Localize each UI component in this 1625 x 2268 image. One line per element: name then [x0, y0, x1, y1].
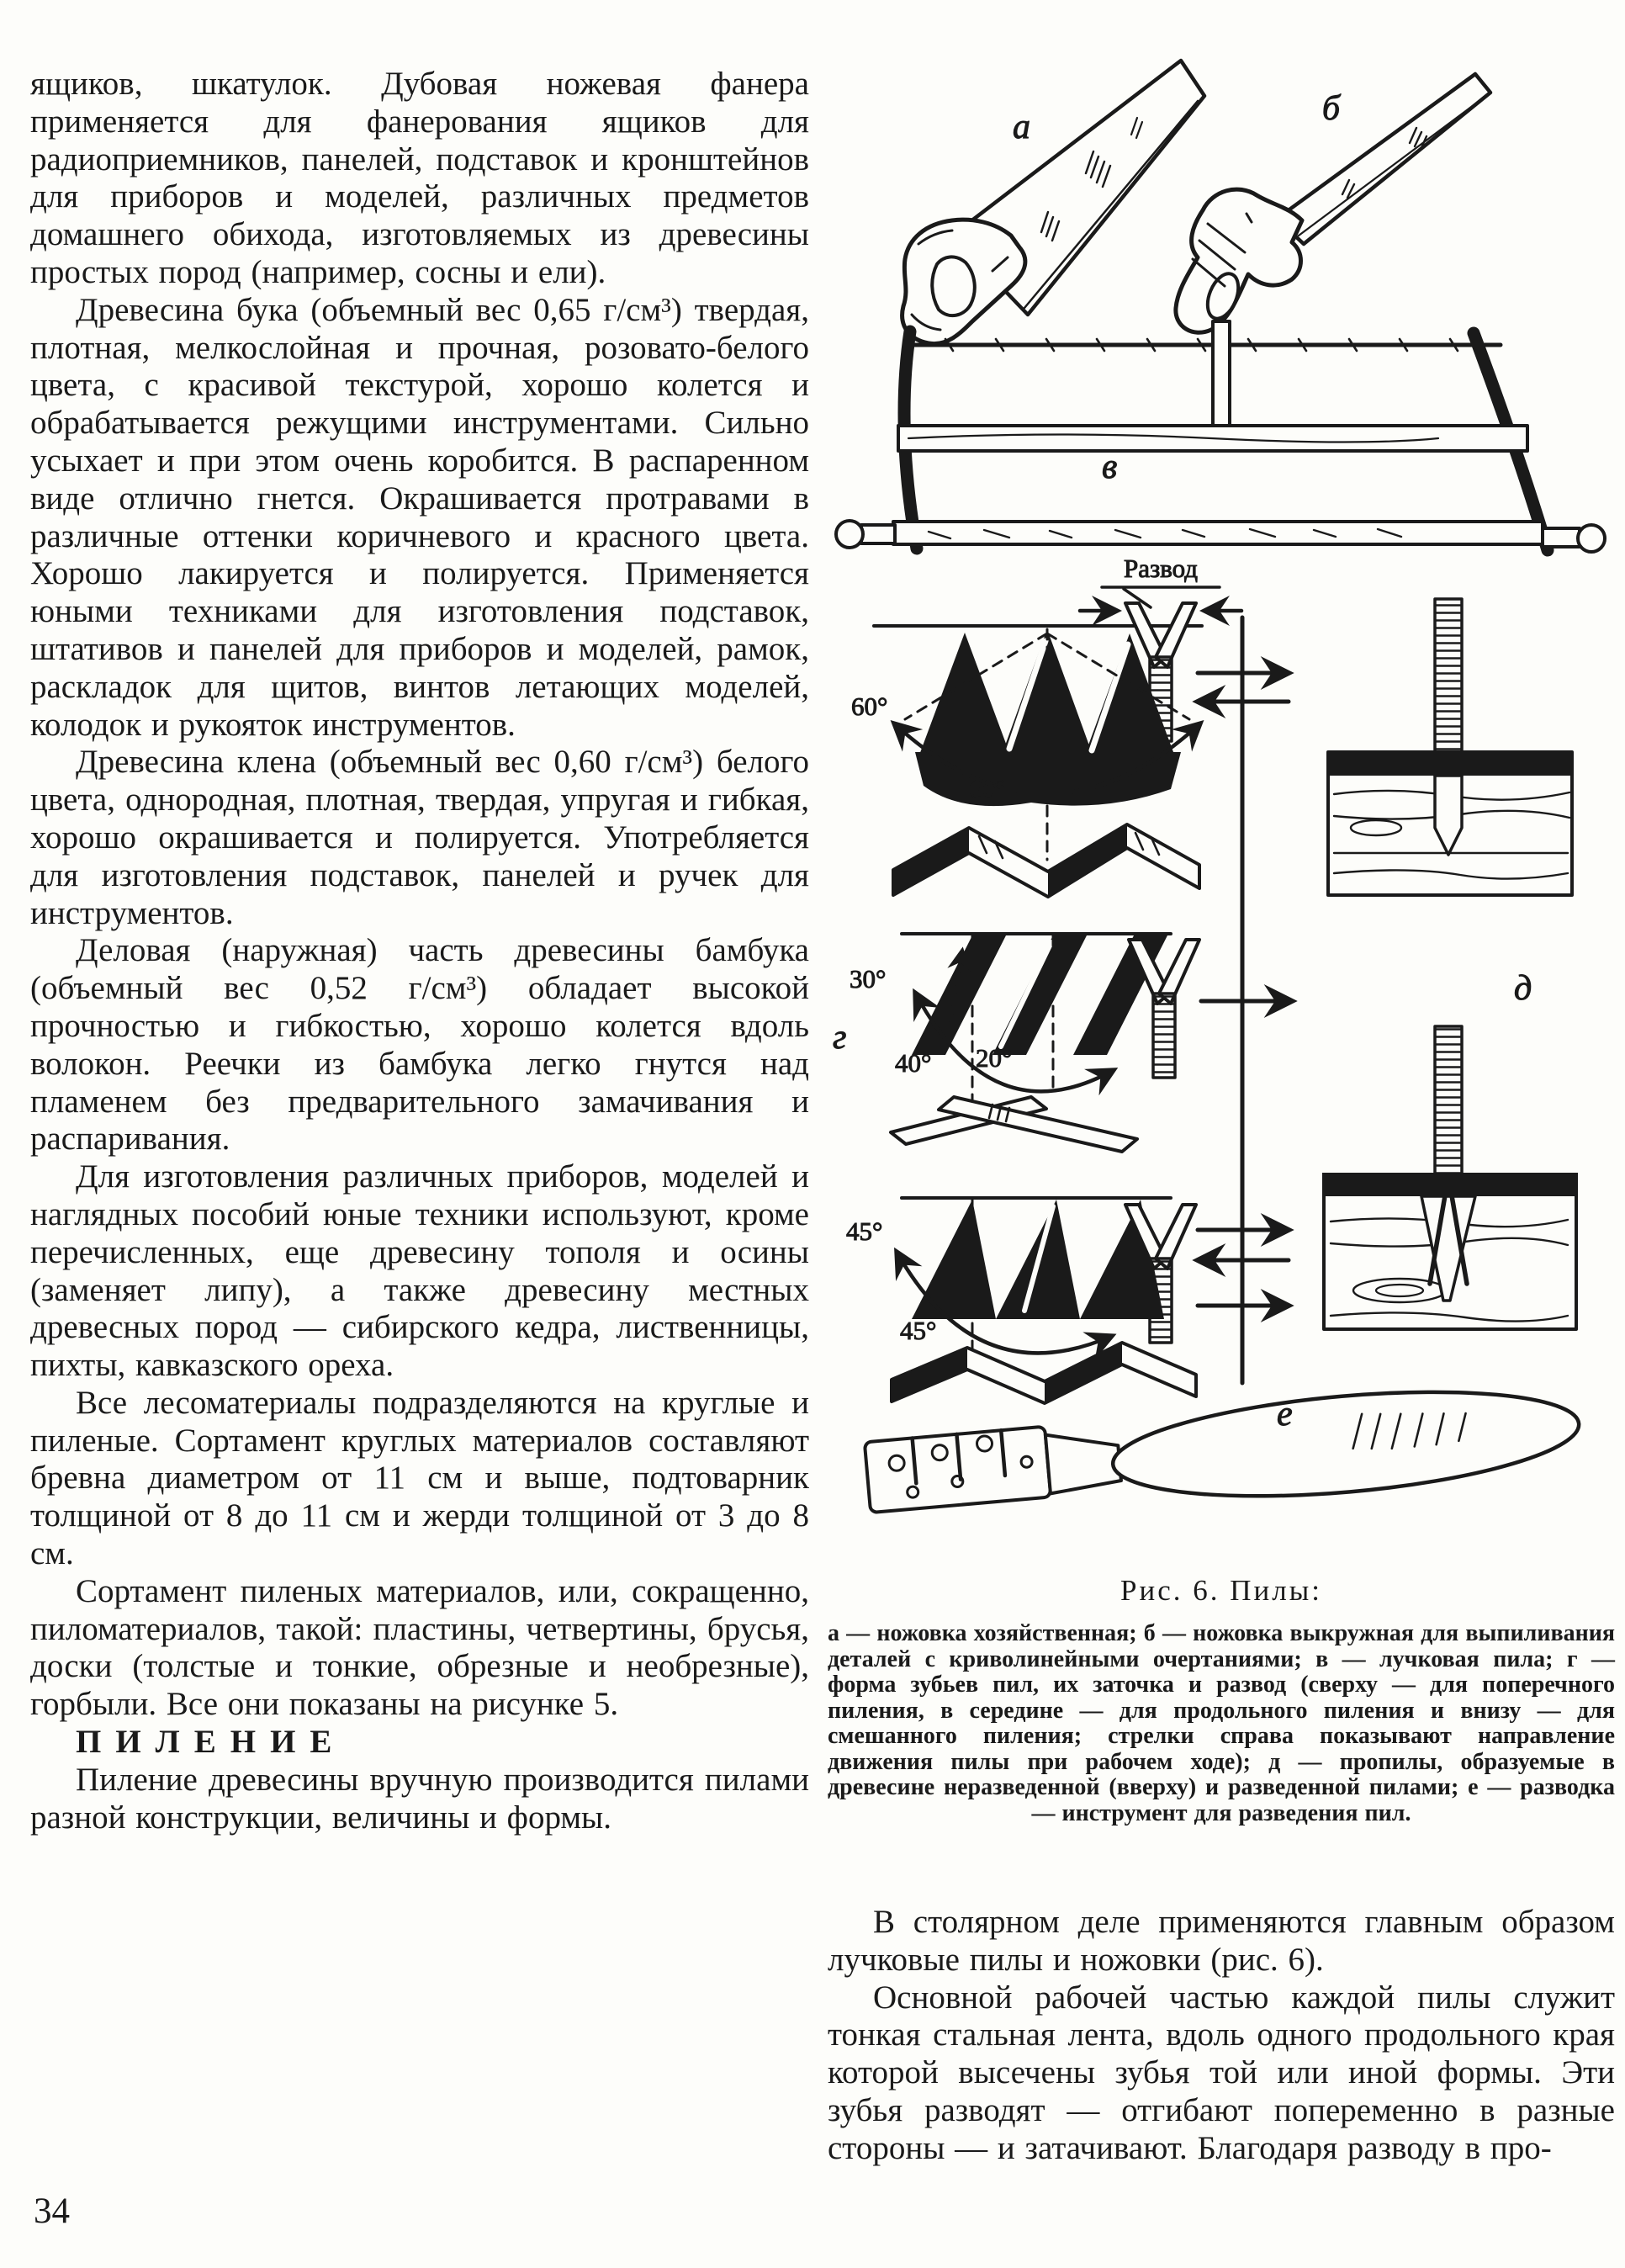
angle-20: 20°	[976, 1043, 1013, 1073]
angle-30: 30°	[850, 964, 887, 994]
figure-caption-title: Рис. 6. Пилы:	[1120, 1574, 1322, 1607]
angle-40: 40°	[895, 1048, 932, 1078]
figure-label-e: е	[1277, 1395, 1293, 1433]
set-teeth-end-view-mixed	[1125, 1205, 1289, 1343]
paragraph: Деловая (наружная) часть древесины бамбука (объемный вес 0,52 г/см³) обладает высокой прочностью и гибкостью, хорошо колется вдоль волокон. Реечки из бамбука легко гнутся над пламенем без предварительного замачивания и распаривания.	[30, 932, 809, 1158]
paragraph: В столярном деле применяются главным образом лучковые пилы и ножовки (рис. 6).	[828, 1904, 1615, 1978]
paragraph: Все лесоматериалы подразделяются на круглые и пиленые. Сортамент круглых материалов составляют бревна диаметром от 11 см и выше, подтоварник толщиной от 8 до 11 см и жерди толщиной от 3 до 8 см.	[30, 1384, 809, 1572]
bow-saw-v	[836, 321, 1605, 552]
handsaw-a	[902, 61, 1204, 344]
paragraph: ящиков, шкатулок. Дубовая ножевая фанера применяется для фанерования ящиков для радиоприемников, панелей, подставок и кронштейнов для приборов и моделей, различных предметов домашнего обихода, изготовляемых из древесины простых пород (например, сосны и ели).	[30, 66, 809, 290]
kerf-unset-saw-block	[1326, 599, 1574, 895]
right-text-column	[828, 1904, 1615, 2168]
paragraph: Древесина бука (объемный вес 0,65 г/см³) твердая, плотная, мелкослойная и прочная, розовато-белого цвета, с красивой текстурой, хорошо колется и обрабатывается режущими инструментами. Сильно усыхает и при этом очень коробится. В распаренном виде отлично гнется. Окрашивается протравами в различные оттенки коричневого и красного цвета. Хорошо лакируется и полируется. Применяется юными техниками для изготовления подставок, штативов и панелей для приборов и моделей, рамок, раскладок для щитов, винтов летающих моделей, колодок и рукояток инструментов.	[30, 291, 809, 743]
rip-set-strip	[891, 1097, 1137, 1152]
angle-45-bottom: 45°	[900, 1316, 937, 1345]
figure-label-d: д	[1514, 969, 1532, 1008]
figure-label-a: а	[1013, 108, 1030, 146]
rip-teeth-diagram	[850, 934, 1171, 1110]
section-heading: ПИЛЕНИЕ	[76, 1724, 347, 1761]
razvod-label-group	[1102, 554, 1220, 607]
kerf-set-saw-block	[1322, 1026, 1578, 1329]
angle-45-top: 45°	[846, 1216, 883, 1246]
angle-60-bottom: 60°	[969, 774, 1006, 803]
left-text-column	[30, 66, 809, 1836]
right-column	[828, 19, 1615, 2168]
figure-6-saws-illustration	[828, 19, 1615, 1533]
paragraph: Основной рабочей частью каждой пилы служит тонкая стальная лента, вдоль одного продольного края которой высечены зубья той или иной формы. Эти зубья разводят — отгибают попеременно в разные стороны — и затачивают. Благодаря разводу в про-	[828, 1979, 1615, 2166]
figure-label-b: б	[1322, 89, 1341, 128]
paragraph: Для изготовления различных приборов, моделей и наглядных пособий юные техники используют, кроме перечисленных, еще древесину тополя и осины (заменяет липу), а также древесину местных древесных пород — сибирского кедра, лиственницы, пихты, кавказского ореха.	[30, 1158, 809, 1384]
angle-60-top: 60°	[851, 692, 888, 721]
figure-label-g: г	[833, 1018, 847, 1057]
razvod-label: Развод	[1123, 554, 1199, 583]
mixed-teeth-diagram	[846, 1198, 1171, 1356]
saw-set-tool-e	[864, 1376, 1583, 1533]
page-number: 34	[34, 2191, 70, 2231]
figure-label-v: в	[1102, 448, 1118, 486]
paragraph: Пиление древесины вручную производится пилами разной конструкции, величины и формы.	[30, 1761, 809, 1836]
set-teeth-end-view-rip	[1129, 940, 1292, 1078]
paragraph: Древесина клена (объемный вес 0,60 г/см³) белого цвета, однородная, плотная, твердая, упругая и гибкая, хорошо окрашивается и полируется. Употребляется для изготовления подставок, панелей и ручек для инструментов.	[30, 744, 809, 931]
paragraph: Сортамент пиленых материалов, или, сокращенно, пиломатериалов, такой: пластины, четвертины, брусья, доски (толстые и тонкие, обрезные и необрезные), горбыли. Все они показаны на рисунке 5.	[30, 1572, 809, 1723]
figure-caption: а — ножовка хозяйственная; б — ножовка выкружная для выпиливания деталей с криволинейными очертаниями; в — лучковая пила; г — форма зубьев пил, их заточка и развод (сверху — для поперечного пиления, в середине — для продольного пиления и внизу — для смешанного пиления; стрелки справа показывают направление движения пилы при рабочем ходе); д — пропилы, образуемые в древесине неразведенной (вверху) и разведенной пилами; е — разводка — инструмент для разведения пил.	[828, 1620, 1615, 1826]
